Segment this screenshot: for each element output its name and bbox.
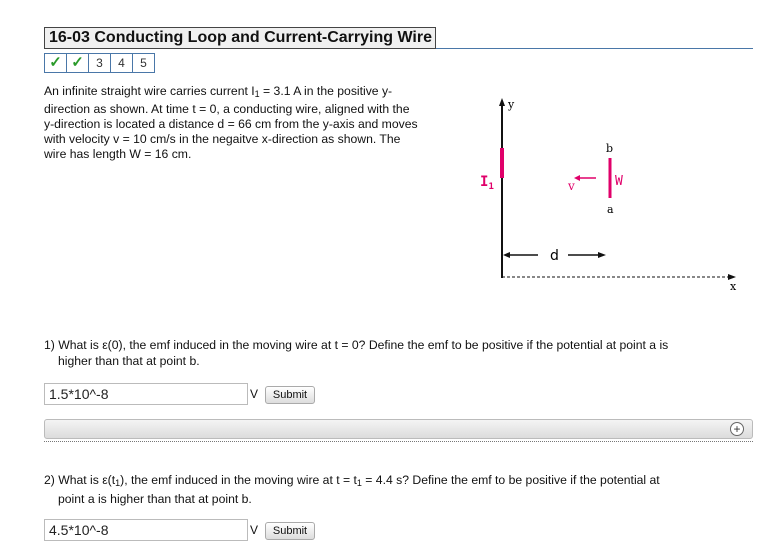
distance-right-arrowhead-icon	[598, 252, 606, 258]
hint-bar[interactable]	[44, 419, 753, 439]
question-2-text-2: point a is higher than that at point b.	[58, 492, 252, 506]
answer-2-input[interactable]: 4.5*10^-8	[44, 519, 248, 541]
answer-1-unit: V	[250, 387, 259, 401]
question-1-text-2: higher than that at point b.	[58, 354, 200, 368]
distance-left-arrowhead-icon	[503, 252, 510, 258]
section-divider	[44, 441, 753, 442]
problem-text-5: wire has length W = 16 cm.	[44, 147, 192, 161]
distance-label: d	[550, 248, 559, 264]
problem-title-box	[44, 27, 436, 49]
part-5-tab[interactable]: 5	[132, 53, 155, 73]
problem-text-3: y-direction is located a distance d = 66 cm from the y-axis and moves	[44, 117, 418, 131]
answer-1-input[interactable]: 1.5*10^-8	[44, 383, 248, 405]
question-1-text: 1) What is ε(0), the emf induced in the moving wire at t = 0? Define the emf to be positive if the potential at point a is	[44, 338, 669, 352]
question-2-sub-2: 1	[356, 478, 362, 488]
problem-text-1b: = 3.1 A in the positive y-	[259, 84, 393, 98]
problem-statement	[44, 84, 464, 162]
velocity-arrowhead-icon	[574, 175, 580, 181]
problem-title: 16-03 Conducting Loop and Current-Carrying Wire	[49, 29, 432, 46]
part-4-tab[interactable]: 4	[110, 53, 133, 73]
question-2-sub-1: 1	[115, 478, 121, 488]
question-2-text-b: ), the emf induced in the moving wire at t = t	[120, 473, 357, 487]
y-axis-arrow-icon	[499, 98, 505, 106]
title-underline	[436, 48, 753, 49]
current-label: $I_1$	[480, 174, 494, 192]
answer-2-unit: V	[250, 523, 259, 537]
y-axis-label: y	[508, 98, 515, 111]
question-1	[44, 337, 754, 369]
problem-figure	[470, 90, 760, 300]
problem-text-2: direction as shown. At time t = 0, a conducting wire, aligned with the	[44, 102, 410, 116]
submit-1-button[interactable]: Submit	[265, 386, 315, 404]
question-2-text-a: 2) What is ε(t	[44, 473, 116, 487]
plus-circle-icon[interactable]: +	[730, 422, 744, 436]
problem-text-1: An infinite straight wire carries current I	[44, 84, 255, 98]
part-navigation	[44, 53, 154, 73]
question-2	[44, 472, 754, 507]
problem-sub: 1	[254, 89, 260, 99]
problem-text-4: with velocity v = 10 cm/s in the negaitve x-direction as shown. The	[44, 132, 401, 146]
question-2-text-c: = 4.4 s? Define the emf to be positive if the potential at	[361, 473, 660, 487]
part-1-tab[interactable]: ✓	[44, 53, 67, 73]
point-b-label: b	[606, 142, 614, 155]
velocity-label: v	[568, 179, 575, 193]
submit-2-button[interactable]: Submit	[265, 522, 315, 540]
length-w-label: W	[615, 174, 623, 189]
part-3-tab[interactable]: 3	[88, 53, 111, 73]
point-a-label: a	[607, 203, 614, 216]
x-axis-label: x	[730, 280, 737, 293]
part-2-tab[interactable]: ✓	[66, 53, 89, 73]
